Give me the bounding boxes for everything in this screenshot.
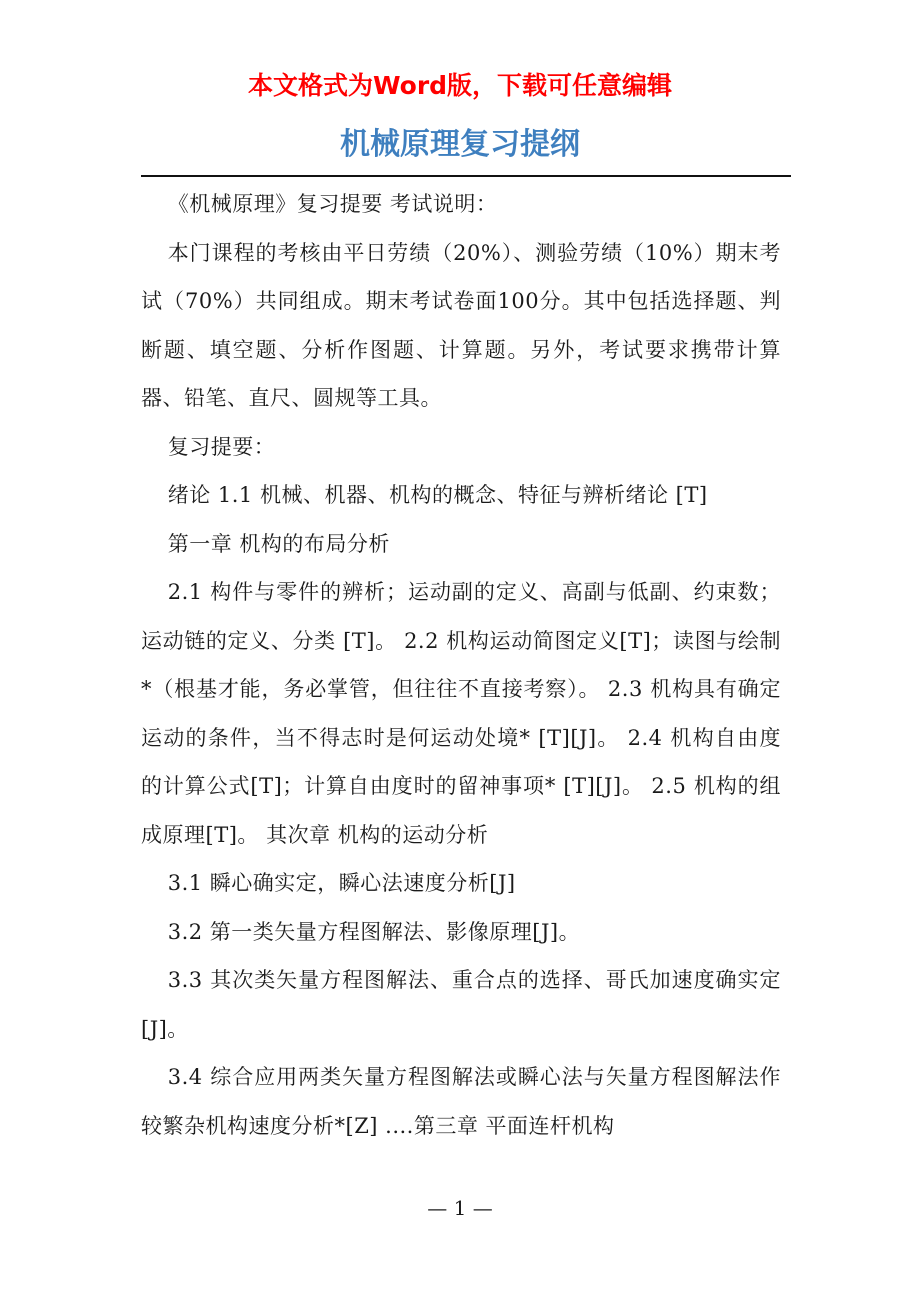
paragraph-assessment: 本门课程的考核由平日劳绩（20%）、测验劳绩（10%）期末考试（70%）共同组成。期末考试卷面100分。其中包括选择题、判断题、填空题、分析作图题、计算题。另外，考试要求携带计算器、铅笔、直尺、圆规等工具。	[141, 240, 781, 410]
paragraph-exam-intro: 《机械原理》复习提要 考试说明：	[167, 192, 498, 216]
document-title: 机械原理复习提纲	[340, 127, 580, 162]
download-notice: 本文格式为Word版，下载可任意编辑	[247, 71, 673, 100]
paragraph-chapter-1: 第一章 机构的布局分析	[167, 531, 390, 556]
paragraph-section-3-4: 3.4 综合应用两类矢量方程图解法或瞬心法与矢量方程图解法作较繁杂机构速度分析*[Z] ....第三章 平面连杆机构	[141, 1065, 781, 1138]
page-number: — 1 —	[427, 1196, 493, 1220]
paragraph-section-3-2: 3.2 第一类矢量方程图解法、影像原理[J]。	[167, 919, 581, 944]
paragraph-review-heading: 复习提要：	[167, 434, 276, 459]
paragraph-section-2: 2.1 构件与零件的辨析；运动副的定义、高副与低副、约束数；运动链的定义、分类 [T]。 2.2 机构运动简图定义[T]；读图与绘制*（根基才能，务必掌管，但往往不直接考察）。 2.3 机构具有确定运动的条件，当不得志时是何运动处境* [T][J]。 2.4 机构自由度的计算公式[T]；计算自由度时的留神事项* [T][J]。 2.5 机构的组成原理[T]。 其次章 机构的运动分析	[141, 580, 781, 847]
document-body	[141, 180, 781, 1150]
paragraph-introduction: 绪论 1.1 机械、机器、机构的概念、特征与辨析绪论 [T]	[167, 483, 708, 507]
paragraph-section-3-3: 3.3 其次类矢量方程图解法、重合点的选择、哥氏加速度确实定[J]。	[141, 968, 781, 1041]
title-divider	[141, 175, 791, 177]
paragraph-section-3-1: 3.1 瞬心确实定，瞬心法速度分析[J]	[167, 871, 516, 895]
